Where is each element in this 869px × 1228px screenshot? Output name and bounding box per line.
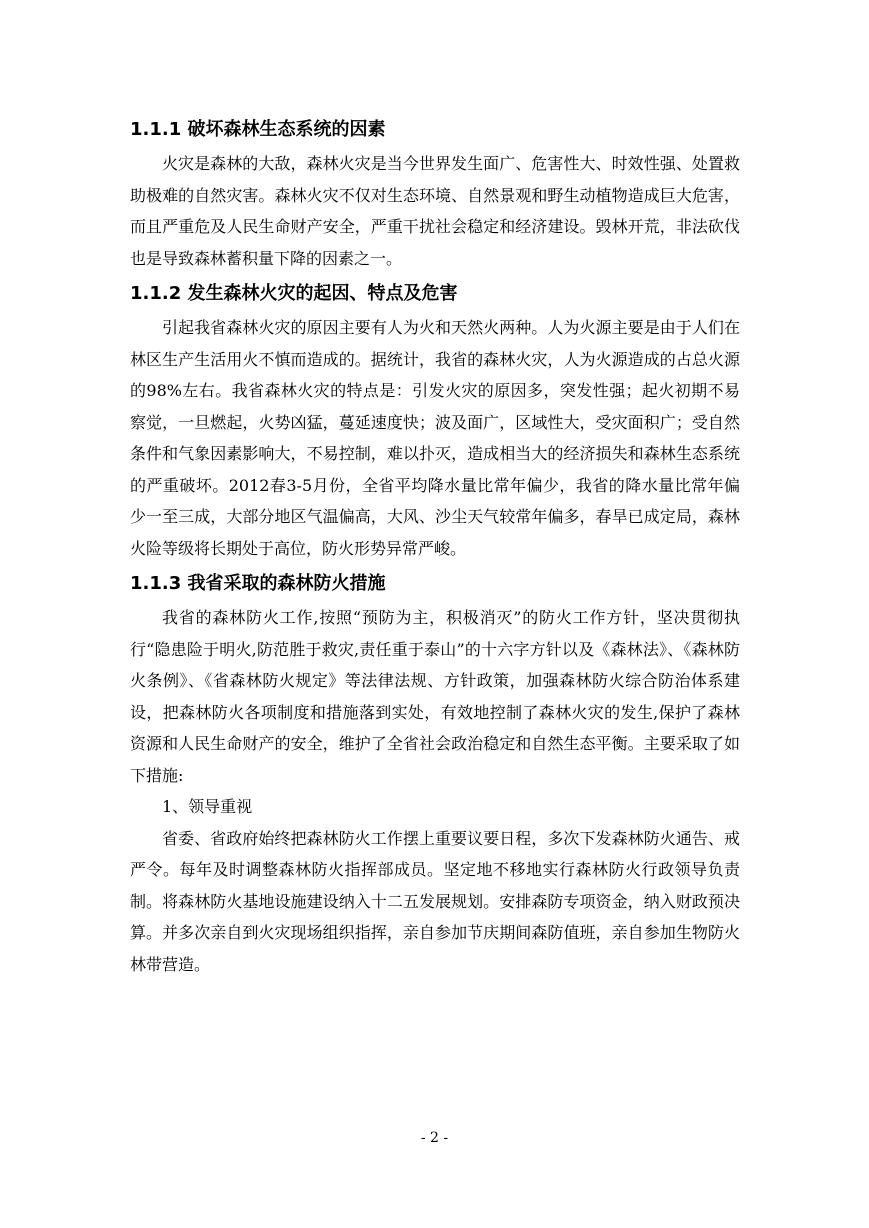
page-number: - 2 - [420, 1130, 449, 1146]
paragraph-leadership-measures: 省委、省政府始终把森林防火工作摆上重要议要日程，多次下发森林防火通告、戒严令。每年及时调整森林防火指挥部成员。坚定地不移地实行森林防火行政领导负责制。将森林防火基地设施建设纳入十二五发展规划。安排森防专项资金，纳入财政预决算。并多次亲自到火灾现场组织指挥，亲自参加节庆期间森防值班，亲自参加生物防火林带营造。 [130, 828, 740, 974]
list-item-leadership: 1、领导重视 [162, 797, 253, 816]
section-heading-1-1-2: 1.1.2 发生森林火灾的起因、特点及危害 [130, 283, 458, 304]
paragraph-fire-causes: 引起我省森林火灾的原因主要有人为火和天然火两种。人为火源主要是由于人们在林区生产生活用火不慎而造成的。据统计，我省的森林火灾，人为火源造成的占总火源的98%左右。我省森林火灾的特点是：引发火灾的原因多，突发性强；起火初期不易察觉，一旦燃起，火势凶猛，蔓延速度快；波及面广，区域性大，受灾面积广；受自然条件和气象因素影响大，不易控制，难以扑灭，造成相当大的经济损失和森林生态系统的严重破坏。2012春3-5月份，全省平均降水量比常年偏少，我省的降水量比常年偏少一至三成，大部分地区气温偏高，大风、沙尘天气较常年偏多，春旱已成定局，森林火险等级将长期处于高位，防火形势异常严峻。 [130, 318, 740, 558]
paragraph-fire-hazard: 火灾是森林的大敌，森林火灾是当今世界发生面广、危害性大、时效性强、处置救助极难的自然灾害。森林火灾不仅对生态环境、自然景观和野生动植物造成巨大危害，而且严重危及人民生命财产安全，严重干扰社会稳定和经济建设。毁林开荒，非法砍伐也是导致森林蓄积量下降的因素之一。 [130, 154, 740, 268]
section-heading-1-1-1: 1.1.1 破坏森林生态系统的因素 [130, 119, 386, 140]
page-body [130, 112, 740, 980]
section-heading-1-1-3: 1.1.3 我省采取的森林防火措施 [130, 573, 386, 594]
paragraph-prevention-policy: 我省的森林防火工作,按照“预防为主，积极消灭”的防火工作方针，坚决贯彻执行“隐患险于明火,防范胜于救灾,责任重于泰山”的十六字方针以及《森林法》、《森林防火条例》、《省森林防火规定》等法律法规、方针政策，加强森林防火综合防治体系建设，把森林防火各项制度和措施落到实处，有效地控制了森林火灾的发生,保护了森林资源和人民生命财产的安全，维护了全省社会政治稳定和自然生态平衡。主要采取了如下措施: [130, 608, 740, 785]
